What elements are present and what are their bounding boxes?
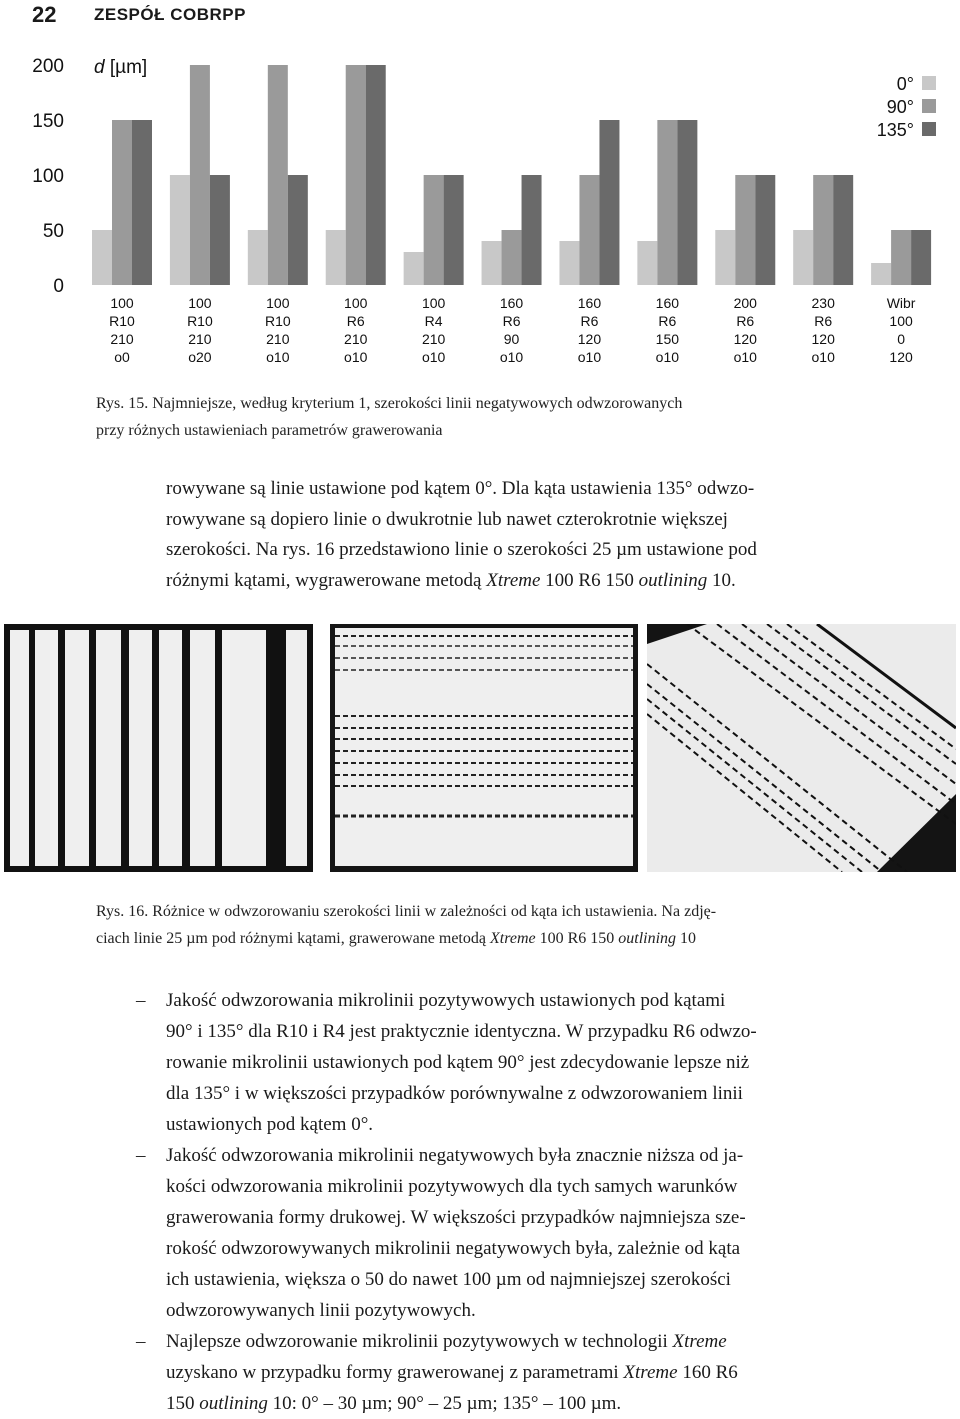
x-tick-label: 230 bbox=[811, 295, 835, 311]
bar-chart bbox=[0, 45, 960, 375]
x-tick-label: 100 bbox=[188, 295, 212, 311]
italic-term: Xtreme bbox=[489, 930, 536, 947]
x-tick-label: R6 bbox=[502, 313, 521, 329]
x-tick-label: o10 bbox=[421, 349, 446, 365]
x-tick-label: 120 bbox=[577, 331, 602, 347]
italic-term: outlining bbox=[638, 569, 708, 591]
fig15-caption bbox=[96, 390, 936, 444]
bar bbox=[911, 230, 931, 285]
bar bbox=[92, 230, 112, 285]
bullet-item-2 bbox=[136, 1140, 956, 1326]
x-tick-label: o20 bbox=[188, 349, 212, 365]
text-span: ciach linie 25 µm pod różnymi kątami, grawerowane metodą bbox=[96, 930, 490, 947]
bar bbox=[735, 175, 755, 285]
bullet-line: kości odwzorowania mikrolinii pozytywowych dla tych samych warunków bbox=[166, 1176, 738, 1197]
x-tick-label: 210 bbox=[110, 331, 134, 347]
x-tick-label: 120 bbox=[733, 331, 757, 347]
bar bbox=[891, 230, 911, 285]
bar bbox=[210, 175, 230, 285]
bullet-dash: – bbox=[136, 1331, 146, 1352]
paragraph bbox=[166, 474, 956, 596]
bullet-line: rowanie mikrolinii ustawionych pod kątem 90° jest zdecydowanie lepsze niż bbox=[166, 1052, 750, 1073]
x-tick-label: R6 bbox=[658, 313, 677, 329]
fig15-line2: przy różnych ustawieniach parametrów grawerowania bbox=[96, 422, 443, 439]
bar bbox=[170, 175, 190, 285]
text-span: uzyskano w przypadku formy grawerowanej z parametrami bbox=[166, 1362, 624, 1383]
bullet-line bbox=[166, 1388, 956, 1419]
para-line: rowywane są linie ustawione pod kątem 0°. Dla kąta ustawienia 135° odwzo- bbox=[166, 478, 755, 499]
text-span: 100 R6 150 bbox=[535, 930, 619, 947]
fig16-line1: Rys. 16. Różnice w odwzorowaniu szerokości linii w zależności od kąta ich ustawienia. Na zdję- bbox=[96, 903, 717, 920]
italic-term: outlining bbox=[199, 1393, 268, 1414]
x-tick-label: 100 bbox=[110, 295, 134, 311]
x-tick-label: o0 bbox=[114, 349, 130, 365]
x-tick-label: 160 bbox=[499, 295, 524, 311]
x-tick-label: o10 bbox=[344, 349, 368, 365]
x-tick-label: 200 bbox=[733, 295, 757, 311]
bullet-line: dla 135° i w większości przypadków porównywalne z odwzorowaniem linii bbox=[166, 1083, 743, 1104]
bullet-line bbox=[166, 1357, 956, 1388]
bullet-line: ustawionych pod kątem 0°. bbox=[166, 1114, 374, 1135]
photo-vertical-lines bbox=[4, 624, 313, 872]
bar bbox=[482, 241, 502, 285]
bar bbox=[424, 175, 444, 285]
bullet-line: Jakość odwzorowania mikrolinii negatywowych była znacznie niższa od ja- bbox=[166, 1145, 744, 1166]
text-span: różnymi kątami, wygrawerowane metodą bbox=[166, 569, 487, 591]
bar bbox=[579, 175, 599, 285]
bar bbox=[444, 175, 464, 285]
bar bbox=[112, 120, 132, 285]
bar bbox=[871, 263, 891, 285]
bar bbox=[522, 175, 542, 285]
fig15-prefix: Rys. 15. bbox=[96, 395, 149, 412]
x-tick-label: 210 bbox=[344, 331, 368, 347]
x-tick-label: R6 bbox=[346, 313, 365, 329]
bar bbox=[190, 65, 210, 285]
fig16-caption bbox=[96, 898, 956, 952]
x-tick-label: o10 bbox=[811, 349, 835, 365]
bullet-line: rokość odwzorowywanych mikrolinii negatywowych była, zależnie od kąta bbox=[166, 1238, 741, 1259]
text-span: Najlepsze odwzorowanie mikrolinii pozytywowych w technologii bbox=[166, 1331, 673, 1352]
bar bbox=[502, 230, 522, 285]
x-tick-label: o10 bbox=[577, 349, 602, 365]
x-tick-label: 160 bbox=[577, 295, 602, 311]
text-span: 10. bbox=[707, 569, 736, 591]
legend-swatch bbox=[922, 99, 936, 113]
x-tick-label: 100 bbox=[421, 295, 446, 311]
bar bbox=[677, 120, 697, 285]
bullet-item-1 bbox=[136, 985, 956, 1140]
bar bbox=[288, 175, 308, 285]
italic-term: Xtreme bbox=[486, 569, 541, 591]
bar bbox=[833, 175, 853, 285]
x-tick-label: Wibr bbox=[886, 295, 916, 311]
x-tick-label: R6 bbox=[580, 313, 599, 329]
bar bbox=[559, 241, 579, 285]
x-tick-label: 0 bbox=[897, 331, 905, 347]
x-tick-label: R10 bbox=[187, 313, 213, 329]
bullet-dash: – bbox=[136, 1145, 146, 1166]
x-tick-label: 100 bbox=[889, 313, 913, 329]
italic-term: Xtreme bbox=[623, 1362, 678, 1383]
x-tick-label: 90 bbox=[503, 331, 520, 347]
bar bbox=[248, 230, 268, 285]
legend-label: 135° bbox=[876, 120, 914, 140]
para-line: rowywane są dopiero linie o dwukrotnie lub nawet czterokrotnie większej bbox=[166, 508, 728, 530]
bar bbox=[755, 175, 775, 285]
bullet-list bbox=[136, 985, 956, 1419]
x-tick-label: o10 bbox=[266, 349, 290, 365]
fig15-line1: Najmniejsze, według kryterium 1, szerokości linii negatywowych odwzorowanych bbox=[148, 395, 683, 412]
x-tick-label: 120 bbox=[889, 349, 913, 365]
page-number: 22 bbox=[32, 2, 57, 27]
x-tick-label: 210 bbox=[188, 331, 212, 347]
y-tick-label: 150 bbox=[32, 111, 64, 132]
x-tick-label: 160 bbox=[655, 295, 680, 311]
x-tick-label: 100 bbox=[344, 295, 368, 311]
bar bbox=[599, 120, 619, 285]
bar bbox=[346, 65, 366, 285]
x-tick-label: 120 bbox=[811, 331, 835, 347]
legend-label: 0° bbox=[896, 74, 914, 94]
bar bbox=[366, 65, 386, 285]
x-tick-label: o10 bbox=[499, 349, 524, 365]
legend-label: 90° bbox=[886, 97, 914, 117]
text-span: 100 R6 150 bbox=[540, 569, 639, 591]
italic-term: Xtreme bbox=[672, 1331, 727, 1352]
x-tick-label: R10 bbox=[264, 313, 291, 329]
text-span: 10: 0° – 30 µm; 90° – 25 µm; 135° – 100 µm. bbox=[267, 1393, 622, 1414]
x-tick-label: R6 bbox=[736, 313, 755, 329]
x-tick-label: 210 bbox=[421, 331, 446, 347]
x-tick-label: R6 bbox=[814, 313, 833, 329]
bullet-line: Jakość odwzorowania mikrolinii pozytywowych ustawionych pod kątami bbox=[166, 990, 726, 1011]
text-span: 10 bbox=[676, 930, 697, 947]
bar bbox=[268, 65, 288, 285]
bullet-line: ich ustawienia, większa o 50 do nawet 100 µm od najmniejszej szerokości bbox=[166, 1269, 731, 1290]
bar bbox=[326, 230, 346, 285]
y-axis-label: d [µm] bbox=[94, 57, 148, 78]
italic-term: outlining bbox=[618, 930, 677, 947]
bar bbox=[813, 175, 833, 285]
bullet-dash: – bbox=[136, 990, 146, 1011]
y-tick-label: 0 bbox=[53, 276, 64, 297]
bar bbox=[715, 230, 735, 285]
bar bbox=[637, 241, 657, 285]
bar bbox=[132, 120, 152, 285]
bullet-line: grawerowania formy drukowej. W większości przypadków najmniejsza sze- bbox=[166, 1207, 746, 1228]
bar bbox=[657, 120, 677, 285]
photo-diagonal-lines bbox=[647, 624, 956, 872]
bullet-line: 90° i 135° dla R10 i R4 jest praktycznie identyczna. W przypadku R6 odwzo- bbox=[166, 1021, 757, 1042]
photo-horizontal-lines bbox=[330, 624, 638, 872]
x-tick-label: R10 bbox=[109, 313, 135, 329]
x-tick-label: o10 bbox=[733, 349, 757, 365]
x-tick-label: 150 bbox=[655, 331, 680, 347]
y-tick-label: 100 bbox=[32, 166, 64, 187]
bar bbox=[404, 252, 424, 285]
bullet-line bbox=[166, 1326, 956, 1357]
y-tick-label: 200 bbox=[32, 56, 64, 77]
para-line bbox=[166, 566, 956, 597]
text-span: 160 R6 bbox=[677, 1362, 738, 1383]
x-tick-label: 210 bbox=[266, 331, 290, 347]
legend-swatch bbox=[922, 76, 936, 90]
text-span: 150 bbox=[166, 1393, 200, 1414]
bar bbox=[793, 230, 813, 285]
x-tick-label: o10 bbox=[655, 349, 680, 365]
para-line: szerokości. Na rys. 16 przedstawiono linie o szerokości 25 µm ustawione pod bbox=[166, 539, 757, 560]
x-tick-label: 100 bbox=[266, 295, 290, 311]
running-title: ZESPÓŁ COBRPP bbox=[94, 5, 246, 24]
fig16-line2 bbox=[96, 925, 956, 952]
bullet-item-3 bbox=[136, 1326, 956, 1419]
x-tick-label: R4 bbox=[424, 313, 443, 329]
y-tick-label: 50 bbox=[42, 221, 64, 242]
legend-swatch bbox=[922, 122, 936, 136]
bullet-line: odwzorowywanych linii pozytywowych. bbox=[166, 1300, 476, 1321]
